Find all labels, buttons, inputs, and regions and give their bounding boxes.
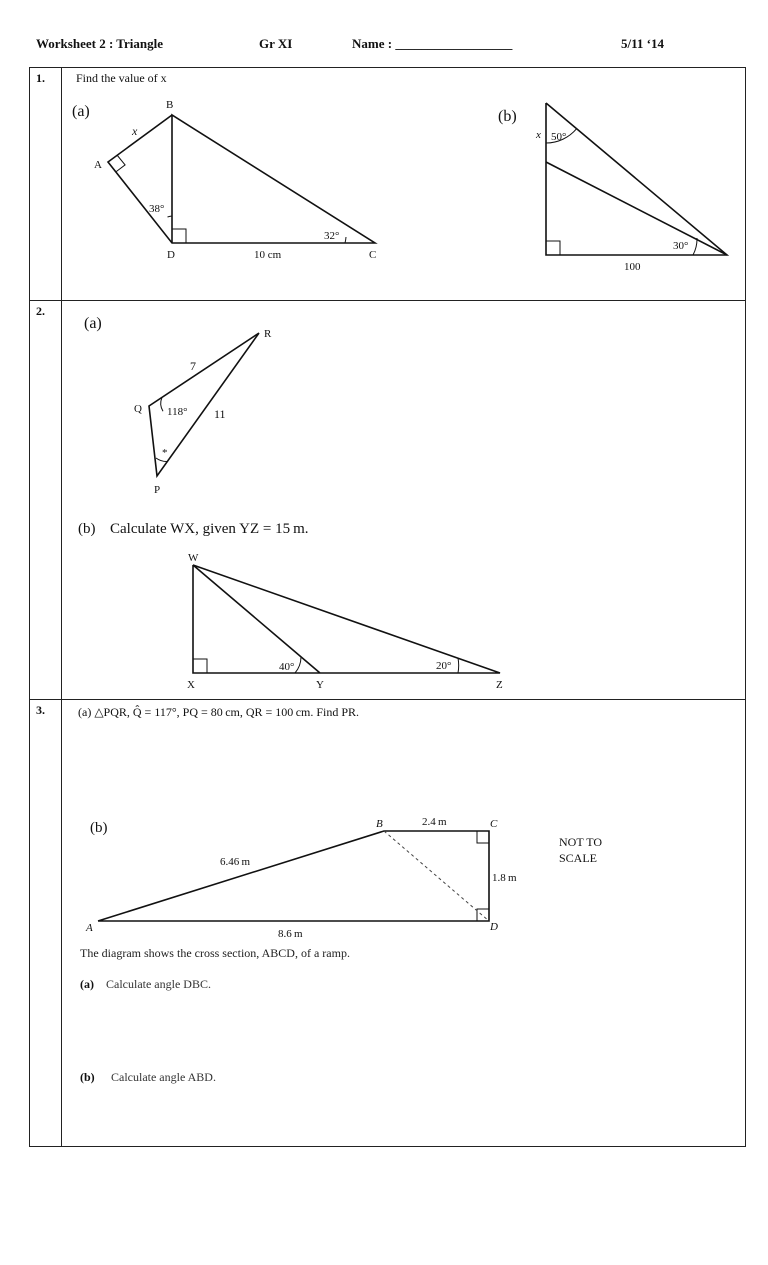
q3-part-a-label: (a) bbox=[80, 977, 94, 991]
q2b-angle-z: 20° bbox=[436, 660, 452, 672]
q1a-angle-c: 32° bbox=[324, 230, 340, 242]
q1a-vertex-a: A bbox=[94, 159, 102, 171]
q1a-diagram bbox=[72, 99, 376, 261]
q2b-angle-y: 40° bbox=[279, 661, 295, 673]
q1a-label: (a) bbox=[72, 103, 90, 120]
q2b-vertex-x: X bbox=[187, 679, 195, 691]
q3-number: 3. bbox=[36, 703, 45, 717]
q1a-vertex-d: D bbox=[167, 249, 175, 261]
q3-part-a-text: Calculate angle DBC. bbox=[106, 977, 211, 991]
q3b-vertex-c: C bbox=[490, 818, 498, 830]
q2a-label: (a) bbox=[84, 315, 102, 332]
q2b-vertex-z: Z bbox=[496, 679, 503, 691]
q2b-prompt: Calculate WX, given YZ = 15 m. bbox=[110, 521, 309, 537]
q3b-side-bc: 2.4 m bbox=[422, 816, 447, 828]
q1-number: 1. bbox=[36, 71, 45, 85]
q1a-angle-d: 38° bbox=[149, 203, 165, 215]
q2a-vertex-r: R bbox=[264, 328, 272, 340]
q3b-vertex-a: A bbox=[86, 922, 93, 934]
date-label: 5/11 ‘14 bbox=[621, 36, 664, 51]
q3-part-b-text: Calculate angle ABD. bbox=[111, 1070, 216, 1084]
q1a-unknown-x: x bbox=[132, 124, 138, 138]
not-to-scale-line1: NOT TO bbox=[559, 835, 603, 849]
q2a-vertex-p: P bbox=[154, 484, 161, 496]
q1b-diagram bbox=[498, 103, 727, 273]
q2a-diagram bbox=[84, 315, 272, 496]
worksheet-title: Worksheet 2 : Triangle bbox=[36, 36, 163, 51]
q1b-angle-top: 50° bbox=[551, 131, 567, 143]
q1b-unknown-x: x bbox=[536, 129, 541, 141]
q1-prompt: Find the value of x bbox=[76, 71, 167, 85]
q2a-vertex-q: Q bbox=[134, 403, 142, 415]
q3a-prompt: (a) △PQR, Q̂ = 117°, PQ = 80 cm, QR = 100 cm. Find PR. bbox=[78, 705, 360, 719]
q2b-vertex-y: Y bbox=[316, 679, 324, 691]
grade-label: Gr XI bbox=[259, 36, 293, 51]
q1b-label: (b) bbox=[498, 108, 517, 125]
not-to-scale-line2: SCALE bbox=[559, 851, 598, 865]
q2a-angle-q: 118° bbox=[167, 406, 188, 418]
q2b-vertex-w: W bbox=[188, 552, 199, 564]
q3b-vertex-d: D bbox=[490, 921, 498, 933]
q1a-vertex-b: B bbox=[166, 99, 174, 111]
q1a-side-dc: 10 cm bbox=[254, 249, 282, 261]
q1a-vertex-c: C bbox=[369, 249, 377, 261]
q1b-base: 100 bbox=[624, 261, 641, 273]
q3-part-b-label: (b) bbox=[80, 1070, 95, 1084]
q2-number: 2. bbox=[36, 304, 45, 318]
q3b-side-ad: 8.6 m bbox=[278, 928, 303, 940]
q3-description: The diagram shows the cross section, ABCD, of a ramp. bbox=[80, 946, 350, 960]
q3b-side-cd: 1.8 m bbox=[492, 872, 517, 884]
q1b-angle-right: 30° bbox=[673, 240, 689, 252]
q3b-side-ab: 6.46 m bbox=[220, 856, 251, 868]
q3b-diagram bbox=[85, 816, 602, 940]
q2b-diagram bbox=[78, 521, 503, 691]
q2a-side-qr: 7 bbox=[190, 359, 196, 373]
q2a-side-pr: 11 bbox=[214, 407, 226, 421]
name-field: Name : __________________ bbox=[352, 36, 513, 51]
q2a-angle-p: * bbox=[162, 447, 168, 459]
q2b-label: (b) bbox=[78, 521, 96, 537]
q3b-label: (b) bbox=[90, 820, 108, 836]
q3b-vertex-b: B bbox=[376, 818, 383, 830]
